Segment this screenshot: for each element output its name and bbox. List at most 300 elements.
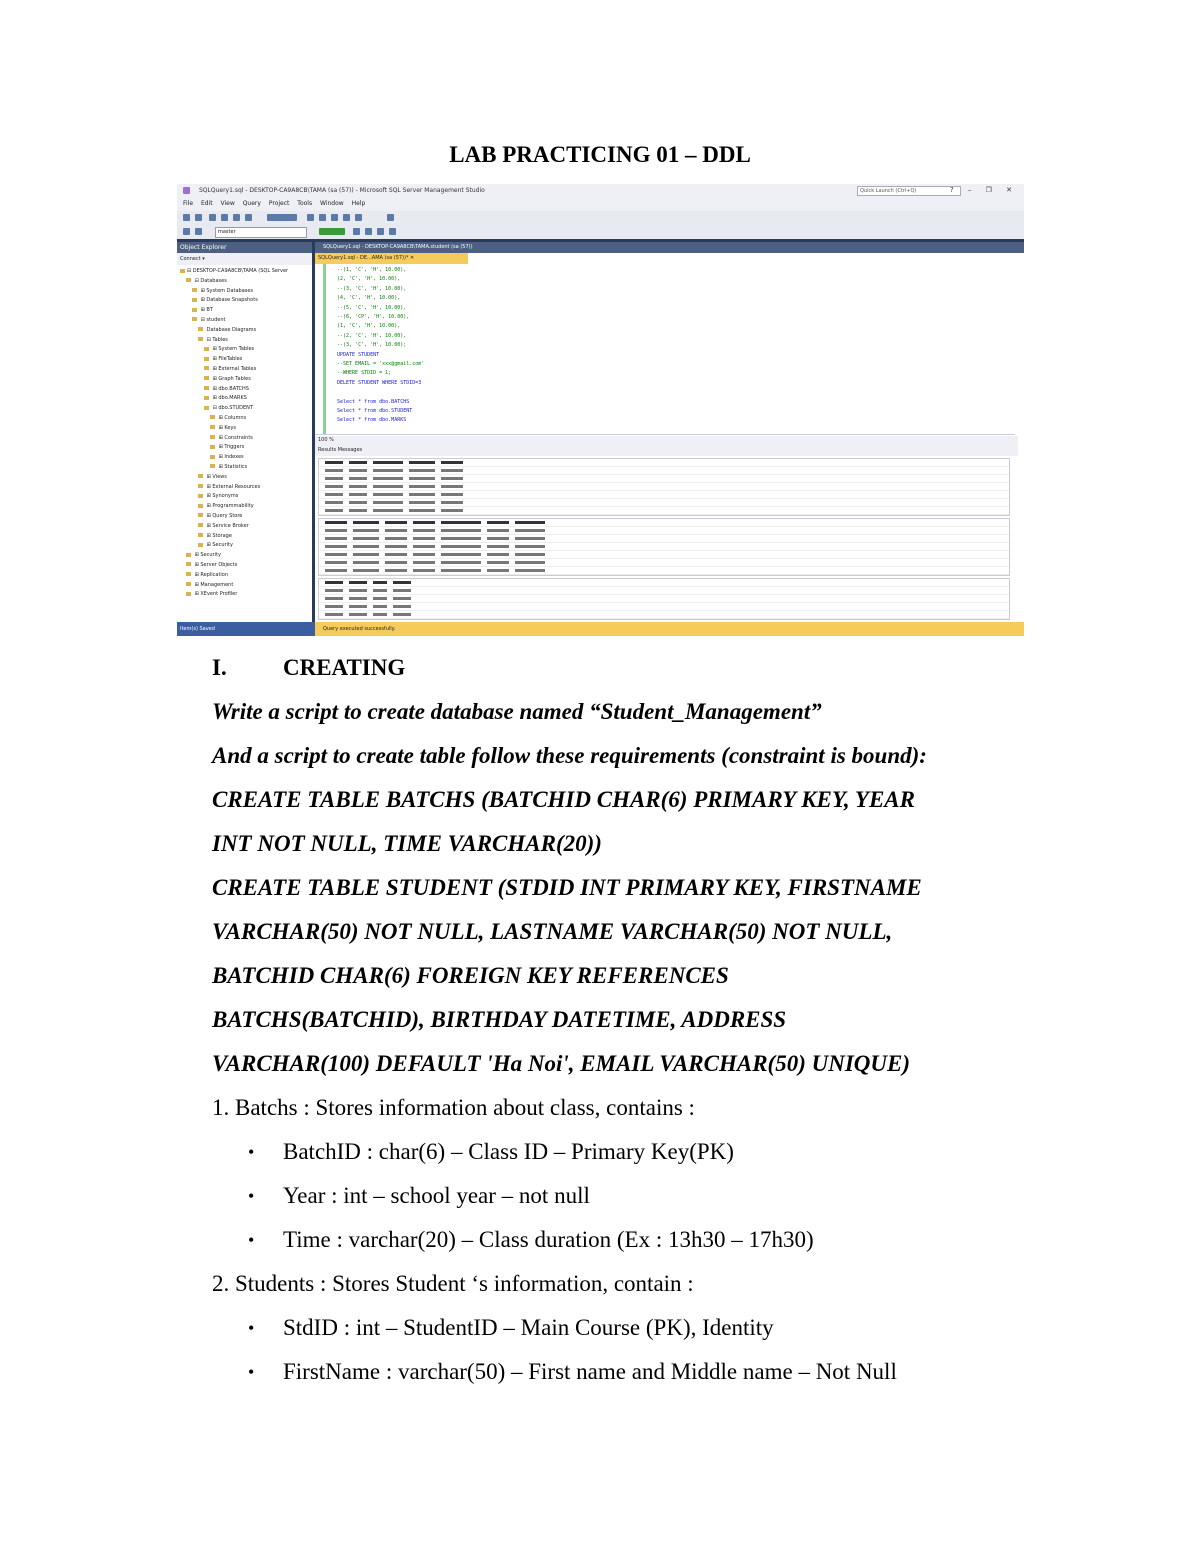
document-tab-bar: SQLQuery1.sql - DESKTOP-CA9A8CB\TAMA.student (sa (57)) [315, 242, 1024, 253]
grid-cell [353, 553, 379, 556]
grid-cell [515, 545, 545, 548]
grid-cell [325, 537, 347, 540]
tree-node[interactable] [177, 277, 312, 287]
back-icon[interactable] [183, 214, 190, 221]
paste-icon[interactable] [331, 214, 338, 221]
sql-code-editor[interactable] [315, 264, 1015, 435]
instruction-line: BATCHS(BATCHID), BIRTHDAY DATETIME, ADDRESS [212, 1007, 787, 1032]
grid-row[interactable] [319, 551, 1009, 559]
grid-row[interactable] [319, 543, 1009, 551]
grid-row[interactable] [319, 475, 1009, 483]
undo-icon[interactable] [343, 214, 350, 221]
grid-header-row[interactable] [319, 579, 1009, 587]
query-status: Query executed successfully. [323, 626, 396, 632]
redo-icon[interactable] [355, 214, 362, 221]
debug-icon[interactable] [353, 228, 360, 235]
tree-node-label: ⊞ Server Objects [193, 561, 238, 568]
bullet-icon: • [248, 1142, 255, 1162]
grid-cell [325, 597, 343, 600]
list-item [212, 1306, 1012, 1350]
tree-node-label: ⊞ XEvent Profiler [193, 591, 238, 598]
display-plan-icon[interactable] [377, 228, 384, 235]
tree-node-label: ⊟ Databases [193, 277, 227, 284]
code-line: --(3, 'C', 'H', 10.00), [337, 285, 407, 292]
grid-row[interactable] [319, 507, 1009, 515]
code-line: (4, 'C', 'H', 10.00), [337, 295, 401, 302]
tree-node-label: ⊞ System Tables [211, 346, 255, 353]
tree-node-label: ⊞ Programmability [205, 503, 254, 510]
grid-cell [487, 553, 509, 556]
tree-node[interactable] [177, 541, 312, 551]
tree-node[interactable] [177, 404, 312, 414]
tree-node[interactable] [177, 522, 312, 532]
grid-cell [373, 461, 403, 464]
folder-icon [210, 415, 215, 419]
grid-cell [373, 589, 387, 592]
change-gutter [323, 264, 326, 434]
instruction-line: Write a script to create database named “Student_Management” [212, 699, 822, 724]
list-item-text: FirstName : varchar(50) – First name and Middle name – Not Null [283, 1359, 897, 1384]
grid-cell [385, 545, 407, 548]
menu-tools[interactable]: Tools [297, 200, 313, 207]
zoom-level[interactable]: 100 % [315, 436, 1018, 445]
code-line: Select * from dbo.BATCHS [337, 398, 410, 405]
execute-icon[interactable] [387, 214, 394, 221]
grid-cell [515, 553, 545, 556]
grid-cell [487, 521, 509, 524]
query-file-tab[interactable]: SQLQuery1.sql - DE...AMA (sa (57))* ✕ [315, 253, 468, 264]
parse-icon[interactable] [365, 228, 372, 235]
window-titlebar [177, 184, 1024, 197]
tree-node-label: ⊞ Replication [193, 571, 229, 578]
menu-file[interactable]: File [183, 200, 194, 207]
results-tabs[interactable]: Results Messages [315, 445, 1018, 456]
folder-icon [198, 504, 203, 508]
grid-row[interactable] [319, 499, 1009, 507]
results-to-grid-icon[interactable] [389, 228, 396, 235]
new-query-button[interactable] [267, 214, 297, 221]
tree-node-label: ⊟ dbo.STUDENT [211, 405, 253, 412]
tree-node[interactable] [177, 365, 312, 375]
grid-cell [487, 529, 509, 532]
tree-node-label: ⊞ Management [193, 581, 234, 588]
menu-project[interactable]: Project [268, 200, 290, 207]
folder-icon [204, 347, 209, 351]
grid-cell [325, 469, 343, 472]
list-item [212, 1350, 1012, 1394]
grid-cell [353, 545, 379, 548]
tree-node-label: ⊟ DESKTOP-CA9A8CB\TAMA (SQL Server [187, 268, 289, 274]
tree-node-label: ⊞ Security [205, 542, 233, 549]
list-item-text: Year : int – school year – not null [283, 1183, 590, 1208]
folder-icon [192, 308, 197, 312]
grid-cell [441, 477, 463, 480]
code-line: UPDATE STUDENT [337, 351, 380, 358]
results-grid-batchs[interactable] [318, 458, 1010, 516]
grid-cell [349, 589, 367, 592]
instruction-line: INT NOT NULL, TIME VARCHAR(20)) [212, 831, 602, 856]
grid-cell [441, 521, 481, 524]
section-title: CREATING [283, 655, 406, 680]
instruction-line: BATCHID CHAR(6) FOREIGN KEY REFERENCES [212, 963, 729, 988]
list-title-students: 2. Students : Stores Student ‘s information, contain : [212, 1271, 694, 1296]
grid-cell [515, 569, 545, 572]
grid-cell [385, 553, 407, 556]
folder-icon [204, 386, 209, 390]
grid-cell [487, 537, 509, 540]
tree-node[interactable] [177, 551, 312, 561]
tree-node-label: ⊞ Security [193, 552, 221, 559]
tree-node[interactable] [177, 473, 312, 483]
folder-icon [192, 298, 197, 302]
section-heading [212, 646, 1012, 690]
grid-cell [349, 461, 367, 464]
grid-cell [349, 509, 367, 512]
cut-icon[interactable] [307, 214, 314, 221]
grid-cell [373, 581, 387, 584]
grid-cell [325, 477, 343, 480]
open-file-icon[interactable] [221, 214, 228, 221]
tree-node-label: ⊞ Constraints [217, 434, 253, 441]
object-explorer-tree [177, 265, 312, 600]
tree-node[interactable] [177, 326, 312, 336]
grid-cell [413, 537, 435, 540]
folder-icon [204, 366, 209, 370]
folder-icon [198, 474, 203, 478]
grid-cell [409, 477, 435, 480]
grid-cell [325, 605, 343, 608]
grid-cell [409, 461, 435, 464]
folder-icon [186, 553, 191, 557]
grid-cell [353, 561, 379, 564]
grid-cell [373, 501, 403, 504]
folder-icon [186, 562, 191, 566]
bullet-icon: • [248, 1186, 255, 1206]
grid-cell [349, 477, 367, 480]
grid-cell [349, 493, 367, 496]
tree-node[interactable] [177, 453, 312, 463]
save-icon[interactable] [233, 214, 240, 221]
tree-node[interactable] [177, 571, 312, 581]
save-all-icon[interactable] [245, 214, 252, 221]
tree-node-label: ⊟ Tables [205, 336, 228, 343]
grid-cell [441, 461, 463, 464]
grid-cell [385, 569, 407, 572]
grid-cell [349, 485, 367, 488]
menu-view[interactable]: View [220, 200, 235, 207]
folder-icon [204, 396, 209, 400]
ssms-screenshot [177, 184, 1024, 636]
grid-cell [353, 569, 379, 572]
grid-cell [353, 521, 379, 524]
results-grid-student[interactable] [318, 518, 1010, 576]
grid-cell [325, 589, 343, 592]
folder-icon [210, 435, 215, 439]
quick-launch-input[interactable]: Quick Launch (Ctrl+Q) [857, 186, 961, 196]
grid-cell [349, 501, 367, 504]
connect-icon[interactable] [183, 228, 190, 235]
grid-cell [393, 597, 411, 600]
grid-cell [413, 553, 435, 556]
tree-node[interactable] [177, 267, 312, 277]
bullet-icon: • [248, 1318, 255, 1338]
tree-node[interactable] [177, 502, 312, 512]
grid-row[interactable] [319, 611, 1009, 619]
instruction-line: VARCHAR(50) NOT NULL, LASTNAME VARCHAR(50) NOT NULL, [212, 919, 893, 944]
grid-cell [325, 553, 347, 556]
tree-node-label: ⊞ External Tables [211, 365, 257, 372]
grid-cell [409, 485, 435, 488]
grid-cell [325, 485, 343, 488]
instruction-line: And a script to create table follow these requirements (constraint is bound): [212, 743, 927, 768]
folder-icon [204, 376, 209, 380]
code-line: --(1, 'C', 'H', 10.00), [337, 267, 407, 273]
grid-cell [373, 485, 403, 488]
folder-icon [210, 445, 215, 449]
window-title: SQLQuery1.sql - DESKTOP-CA9A8CB\TAMA (sa (57)) - Microsoft SQL Server Management Studio [199, 187, 485, 194]
grid-cell [515, 529, 545, 532]
grid-cell [409, 509, 435, 512]
grid-row[interactable] [319, 467, 1009, 475]
tree-node[interactable] [177, 306, 312, 316]
folder-icon [186, 278, 191, 282]
folder-icon [198, 494, 203, 498]
grid-cell [385, 529, 407, 532]
grid-cell [441, 561, 481, 564]
grid-header-row[interactable] [319, 459, 1009, 467]
database-selector[interactable]: master [215, 227, 307, 238]
grid-cell [373, 509, 403, 512]
tree-node[interactable] [177, 443, 312, 453]
folder-icon [186, 592, 191, 596]
code-line: --WHERE STDID = 1; [337, 370, 392, 377]
menu-window[interactable]: Window [320, 200, 344, 207]
grid-cell [413, 529, 435, 532]
folder-icon [198, 523, 203, 527]
tree-node-label: ⊞ Synonyms [205, 493, 239, 500]
list-item [212, 1174, 1012, 1218]
grid-cell [409, 469, 435, 472]
grid-cell [409, 493, 435, 496]
standard-toolbar [177, 211, 1024, 225]
grid-header-row[interactable] [319, 519, 1009, 527]
change-connection-icon[interactable] [195, 228, 202, 235]
results-grid-marks[interactable] [318, 578, 1010, 620]
tree-node-label: ⊞ External Resources [205, 483, 261, 490]
grid-cell [373, 469, 403, 472]
grid-cell [325, 521, 347, 524]
grid-row[interactable] [319, 603, 1009, 611]
tree-node[interactable] [177, 492, 312, 502]
grid-cell [373, 493, 403, 496]
grid-cell [413, 545, 435, 548]
menu-query[interactable]: Query [242, 200, 261, 207]
grid-cell [349, 581, 367, 584]
query-status-bar [315, 622, 1024, 636]
tree-node[interactable] [177, 463, 312, 473]
grid-cell [487, 545, 509, 548]
tree-node-label: ⊞ Triggers [217, 444, 245, 451]
code-line: --(6, 'CP', 'H', 10.00), [337, 314, 410, 320]
forward-icon[interactable] [195, 214, 202, 221]
tree-node-label: ⊞ dbo.MARKS [211, 395, 247, 402]
section-number: I. [212, 655, 227, 680]
list-title-batchs: 1. Batchs : Stores information about class, contains : [212, 1095, 695, 1120]
tree-node[interactable] [177, 414, 312, 424]
menu-edit[interactable]: Edit [200, 200, 213, 207]
tree-node-label: ⊞ System Databases [199, 287, 254, 294]
code-line: DELETE STUDENT WHERE STDID=3 [337, 379, 422, 386]
tree-node-label: ⊟ student [199, 316, 226, 323]
grid-cell [515, 561, 545, 564]
tree-node-label: ⊞ Statistics [217, 463, 248, 470]
grid-row[interactable] [319, 567, 1009, 575]
menu-bar [177, 197, 1024, 211]
folder-icon [198, 484, 203, 488]
list-item-text: BatchID : char(6) – Class ID – Primary Key(PK) [283, 1139, 734, 1164]
list-item-text: StdID : int – StudentID – Main Course (PK), Identity [283, 1315, 774, 1340]
tree-node-label: ⊞ BT [199, 307, 213, 314]
grid-cell [373, 597, 387, 600]
grid-cell [441, 569, 481, 572]
tree-node[interactable] [177, 385, 312, 395]
tree-node[interactable] [177, 316, 312, 326]
grid-cell [325, 493, 343, 496]
grid-cell [325, 545, 347, 548]
grid-cell [441, 493, 463, 496]
folder-icon [198, 337, 203, 341]
tree-node-label: ⊞ Storage [205, 532, 232, 539]
document-title: LAB PRACTICING 01 – DDL [449, 142, 751, 167]
tree-node-label: ⊞ Keys [217, 424, 237, 431]
copy-icon[interactable] [319, 214, 326, 221]
execute-button[interactable] [319, 228, 345, 235]
tree-node-label: ⊞ Query Store [205, 512, 243, 519]
code-line: --(5, 'C', 'H', 10.00), [337, 304, 407, 311]
grid-cell [413, 569, 435, 572]
grid-cell [353, 537, 379, 540]
grid-cell [441, 469, 463, 472]
tree-node[interactable] [177, 532, 312, 542]
grid-cell [441, 545, 481, 548]
grid-cell [413, 521, 435, 524]
tree-node[interactable] [177, 296, 312, 306]
document-body [212, 646, 1012, 1394]
sql-editor-toolbar [177, 225, 1024, 239]
folder-icon [186, 572, 191, 576]
grid-row[interactable] [319, 483, 1009, 491]
grid-row[interactable] [319, 527, 1009, 535]
tree-node-label: ⊞ Indexes [217, 454, 244, 461]
tree-node[interactable] [177, 483, 312, 493]
grid-cell [373, 477, 403, 480]
grid-cell [385, 537, 407, 540]
object-explorer-panel [177, 242, 312, 622]
grid-cell [349, 613, 367, 616]
new-project-icon[interactable] [209, 214, 216, 221]
status-bar [177, 622, 1024, 636]
grid-cell [441, 537, 481, 540]
grid-cell [325, 561, 347, 564]
grid-cell [393, 581, 411, 584]
grid-row[interactable] [319, 491, 1009, 499]
tree-node[interactable] [177, 355, 312, 365]
code-line: --SET EMAIL = 'xxx@gmail.com' [337, 361, 425, 367]
tree-node[interactable] [177, 512, 312, 522]
folder-icon [180, 269, 185, 273]
grid-cell [325, 529, 347, 532]
folder-icon [204, 357, 209, 361]
tree-node[interactable] [177, 561, 312, 571]
tree-node[interactable] [177, 394, 312, 404]
folder-icon [210, 425, 215, 429]
tree-node-label: ⊞ Views [205, 473, 227, 480]
code-line: --(3, 'C', 'H', 10.00); [337, 342, 407, 349]
ssms-app-icon [183, 187, 190, 194]
code-line: Select * from dbo.STUDENT [337, 408, 413, 414]
tree-node-label: ⊞ Database Snapshots [199, 297, 258, 304]
grid-cell [441, 485, 463, 488]
tree-node-label: ⊞ Columns [217, 414, 247, 421]
folder-icon [198, 533, 203, 537]
folder-icon [198, 513, 203, 517]
grid-row[interactable] [319, 535, 1009, 543]
tree-node-label: ⊞ Service Broker [205, 522, 249, 529]
grid-cell [515, 537, 545, 540]
tree-node[interactable] [177, 424, 312, 434]
bullet-icon: • [248, 1230, 255, 1250]
grid-cell [385, 561, 407, 564]
grid-cell [349, 469, 367, 472]
grid-cell [441, 501, 463, 504]
grid-cell [393, 605, 411, 608]
tree-node[interactable] [177, 287, 312, 297]
tree-node[interactable] [177, 336, 312, 346]
window-controls[interactable]: ? – ❐ ✕ [949, 186, 1018, 194]
tree-node[interactable] [177, 590, 312, 600]
tree-node[interactable] [177, 434, 312, 444]
grid-cell [325, 569, 347, 572]
grid-row[interactable] [319, 587, 1009, 595]
grid-cell [385, 521, 407, 524]
query-editor-area [315, 242, 1024, 622]
tree-node-label: ⊞ dbo.BATCHS [211, 385, 249, 392]
object-explorer-connect[interactable]: Connect ▾ [177, 253, 312, 265]
folder-icon [192, 288, 197, 292]
grid-cell [515, 521, 545, 524]
object-explorer-header: Object Explorer [177, 242, 312, 253]
grid-cell [441, 509, 463, 512]
tree-node[interactable] [177, 581, 312, 591]
code-line: (1, 'C', 'H', 10.00), [337, 323, 401, 330]
grid-cell [325, 501, 343, 504]
grid-row[interactable] [319, 559, 1009, 567]
grid-cell [441, 529, 481, 532]
tree-node[interactable] [177, 345, 312, 355]
folder-icon [192, 317, 197, 321]
grid-cell [487, 561, 509, 564]
grid-cell [413, 561, 435, 564]
instruction-line: CREATE TABLE STUDENT (STDID INT PRIMARY KEY, FIRSTNAME [212, 875, 922, 900]
tree-node-label: ⊞ FileTables [211, 356, 243, 363]
menu-help[interactable]: Help [351, 200, 366, 207]
grid-cell [353, 529, 379, 532]
folder-icon [210, 464, 215, 468]
folder-icon [186, 582, 191, 586]
tree-node[interactable] [177, 375, 312, 385]
grid-cell [349, 597, 367, 600]
grid-row[interactable] [319, 595, 1009, 603]
